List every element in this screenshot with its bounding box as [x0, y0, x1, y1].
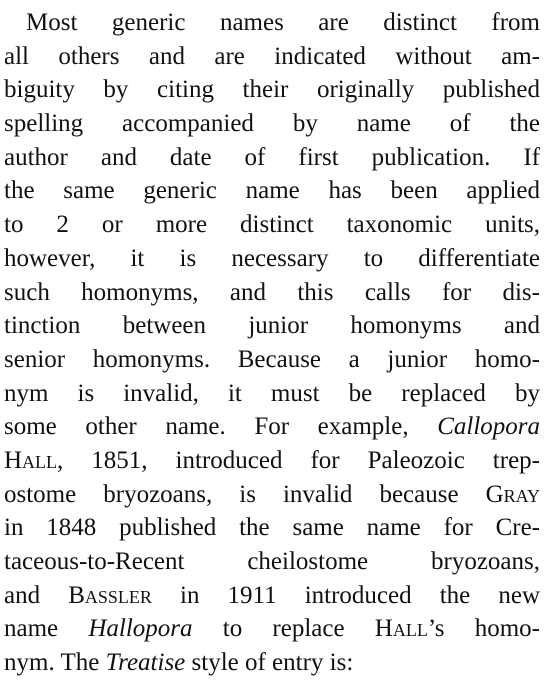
text-run: and [4, 581, 69, 609]
author-name: Gray [485, 480, 540, 508]
text-line [4, 377, 540, 411]
text-line [4, 208, 540, 242]
author-name: Hall [374, 615, 428, 643]
text-run: taceous-to-Recent cheilostome bryozoans, [4, 548, 540, 575]
text-run: some other name. For example, [4, 413, 438, 441]
text-line [4, 343, 540, 377]
text-run: nym. The [4, 649, 106, 677]
text-line [4, 309, 540, 343]
text-run: tinction between junior homonyms and [4, 312, 540, 340]
text-line [4, 410, 540, 444]
text-run: in 1848 published the same name for Cre- [4, 514, 540, 542]
text-run: ’s homo- [427, 615, 541, 643]
text-run: all others and are indicated without am- [4, 42, 540, 70]
author-name: Hall [4, 446, 58, 474]
italic-term: Callopora [437, 413, 540, 441]
text-run: however, it is necessary to differentiate [4, 244, 540, 272]
text-line [4, 579, 540, 613]
text-run: spelling accompanied by name of the [4, 110, 540, 138]
body-paragraph [4, 6, 540, 680]
italic-term: Treatise [105, 649, 186, 677]
text-line [4, 444, 540, 478]
text-line [4, 511, 540, 545]
text-line [4, 276, 540, 310]
text-line [4, 478, 540, 512]
text-line [4, 612, 540, 646]
text-line [4, 141, 540, 175]
author-name: Bassler [68, 581, 152, 609]
text-run: in 1911 introduced the new [151, 581, 540, 609]
text-line [4, 545, 540, 579]
text-line [4, 242, 540, 276]
text-line [4, 174, 540, 208]
text-line [4, 40, 540, 74]
italic-term: Hallopora [88, 615, 193, 643]
text-run: such homonyms, and this calls for dis- [4, 278, 540, 306]
text-run: nym is invalid, it must be replaced by [4, 379, 540, 407]
text-run: the same generic name has been applied [4, 177, 540, 205]
text-run: author and date of first publication. If [4, 143, 540, 171]
text-line [4, 646, 540, 680]
text-run: senior homonyms. Because a junior homo- [4, 345, 540, 373]
text-run: , 1851, introduced for Paleozoic trep- [57, 446, 540, 474]
text-run: to 2 or more distinct taxonomic units, [4, 211, 540, 239]
text-line [4, 107, 540, 141]
text-line [4, 73, 540, 107]
text-run: biguity by citing their originally published [4, 76, 540, 104]
text-run: style of entry is: [185, 649, 354, 677]
text-run: to replace [192, 615, 375, 643]
text-run: Most generic names are distinct from [26, 9, 540, 36]
text-run: ostome bryozoans, is invalid because [4, 480, 486, 508]
text-run: name [4, 615, 89, 643]
text-line [4, 6, 540, 40]
